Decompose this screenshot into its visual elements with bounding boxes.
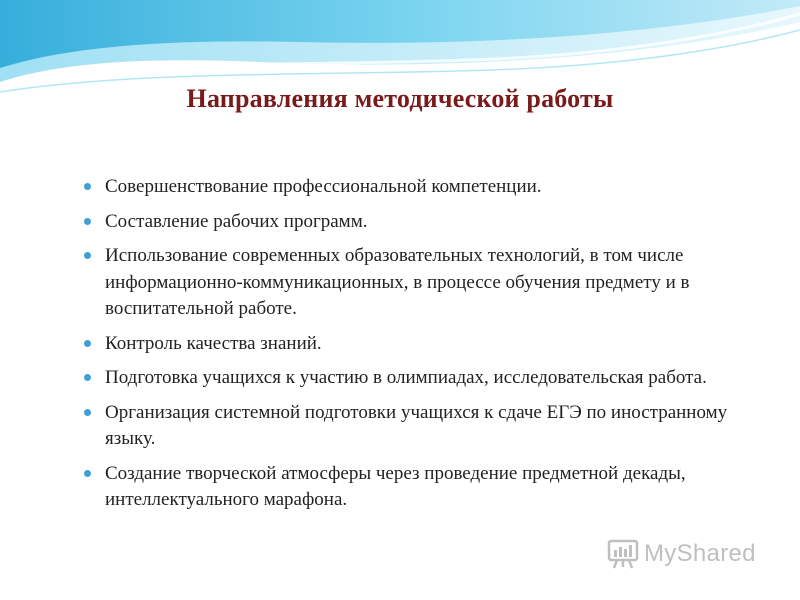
bullet-text: Создание творческой атмосферы через проведение предметной декады, интеллектуального марафона. [105, 462, 686, 510]
bullet-text: Составление рабочих программ. [105, 210, 368, 232]
bullet-dot-icon [84, 183, 91, 190]
bullet-text: Подготовка учащихся к участию в олимпиадах, исследовательская работа. [105, 367, 707, 388]
bullet-text: Организация системной подготовки учащихся к сдаче ЕГЭ по иностранному языку. [105, 401, 728, 449]
watermark-text: MyShared [644, 540, 756, 567]
bullet-item [84, 174, 764, 201]
bullet-text: Использование современных образовательных технологий, в том числе информационно-коммуникационных, в процессе обучения предмету и в воспитательной работе. [105, 245, 690, 319]
bullet-item [84, 365, 764, 392]
presentation-board-icon [606, 537, 640, 571]
bullet-text: Контроль качества знаний. [105, 332, 322, 354]
bullet-list [84, 174, 764, 522]
bullet-item [84, 461, 764, 514]
bullet-item [84, 400, 764, 453]
bullet-dot-icon [84, 470, 91, 477]
slide-title: Направления методической работы [186, 84, 614, 113]
bullet-dot-icon [84, 374, 91, 381]
bullet-item [84, 209, 764, 236]
watermark [606, 536, 756, 572]
bullet-dot-icon [84, 340, 91, 347]
bullet-dot-icon [84, 252, 91, 259]
bullet-item [84, 243, 764, 323]
bullet-item [84, 331, 764, 358]
bullet-dot-icon [84, 218, 91, 225]
bullet-text: Совершенствование профессиональной компетенции. [105, 176, 542, 197]
bullet-dot-icon [84, 409, 91, 416]
